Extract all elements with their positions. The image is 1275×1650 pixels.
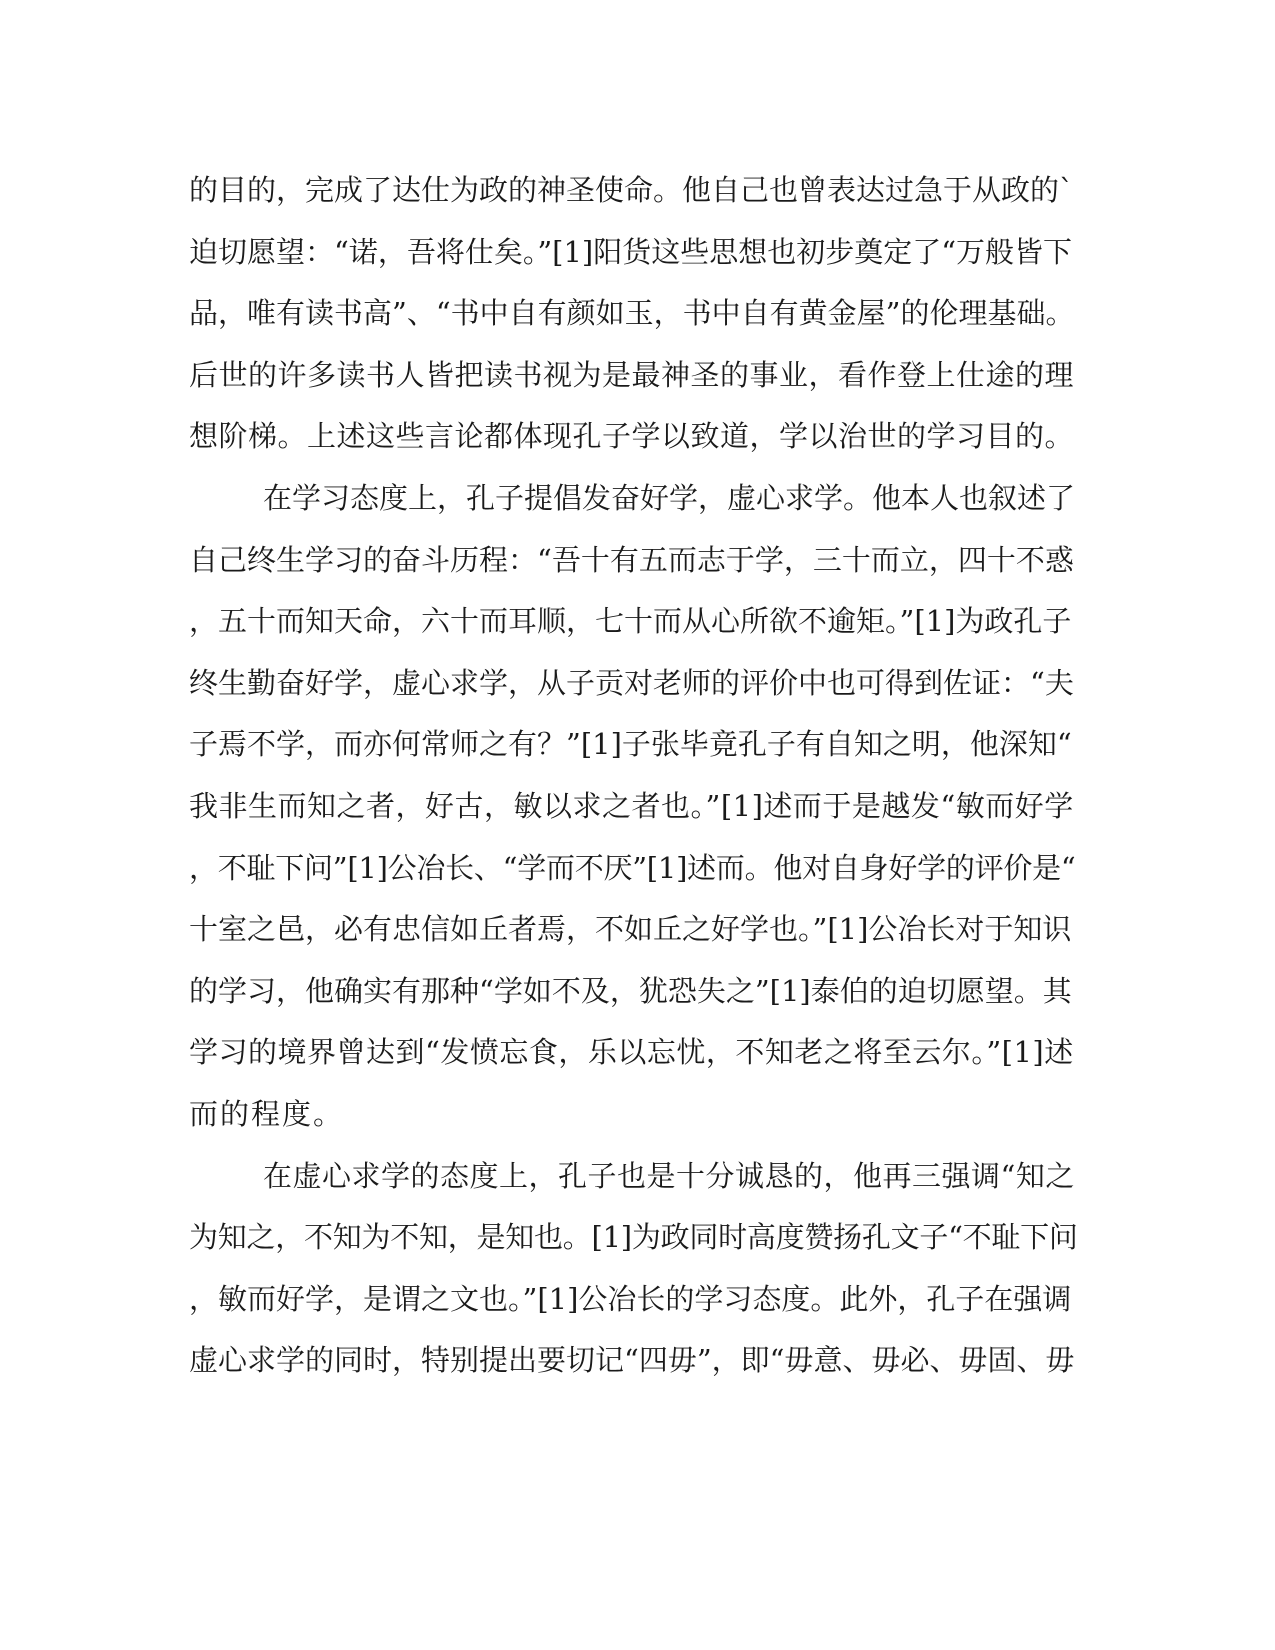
text-line: 终生勤奋好学，虚心求学，从子贡对老师的评价中也可得到佐证：“夫 — [189, 665, 1074, 700]
text-line: 自己终生学习的奋斗历程：“吾十有五而志于学，三十而立，四十不惑 — [189, 542, 1074, 577]
text-line: 十室之邑，必有忠信如丘者焉，不如丘之好学也。”[1]公冶长对于知识 — [189, 912, 1072, 947]
text-line: 虚心求学的同时，特别提出要切记“四毋”，即“毋意、毋必、毋固、毋 — [189, 1343, 1075, 1378]
text-line: 迫切愿望：“诺，吾将仕矣。”[1]阳货这些思想也初步奠定了“万般皆下 — [189, 234, 1073, 269]
text-line: 学习的境界曾达到“发愤忘食，乐以忘忧，不知老之将至云尔。”[1]述 — [189, 1035, 1074, 1070]
paragraph-first-line: 在虚心求学的态度上，孔子也是十分诚恳的，他再三强调“知之 — [263, 1158, 1075, 1193]
text-line: 想阶梯。上述这些言论都体现孔子学以致道，学以治世的学习目的。 — [189, 419, 1075, 454]
text-line: ，敏而好学，是谓之文也。”[1]公冶长的学习态度。此外，孔子在强调 — [189, 1281, 1072, 1316]
text-line: 子焉不学，而亦何常师之有？”[1]子张毕竟孔子有自知之明，他深知“ — [189, 727, 1072, 762]
text-line: 的目的，完成了达仕为政的神圣使命。他自己也曾表达过急于从政的` — [189, 173, 1074, 207]
text-line: ，五十而知天命，六十而耳顺，七十而从心所欲不逾矩。”[1]为政孔子 — [189, 604, 1072, 639]
paragraph-first-line: 在学习态度上，孔子提倡发奋好学，虚心求学。他本人也叙述了 — [263, 480, 1076, 515]
body-text — [189, 160, 1079, 1392]
text-line: 我非生而知之者，好古，敏以求之者也。”[1]述而于是越发“敏而好学 — [189, 788, 1074, 823]
text-line: 的学习，他确实有那种“学如不及，犹恐失之”[1]泰伯的迫切愿望。其 — [189, 973, 1072, 1008]
text-line: 后世的许多读书人皆把读书视为是最神圣的事业，看作登上仕途的理 — [189, 357, 1075, 392]
text-line: ，不耻下问”[1]公冶长、“学而不厌”[1]述而。他对自身好学的评价是“ — [189, 850, 1076, 885]
text-line: 品，唯有读书高”、“书中自有颜如玉，书中自有黄金屋”的伦理基础。 — [189, 296, 1075, 331]
text-line: 为知之，不知为不知，是知也。[1]为政同时高度赞扬孔文子“不耻下问 — [189, 1220, 1078, 1255]
text-line: 而的程度。 — [189, 1096, 345, 1131]
